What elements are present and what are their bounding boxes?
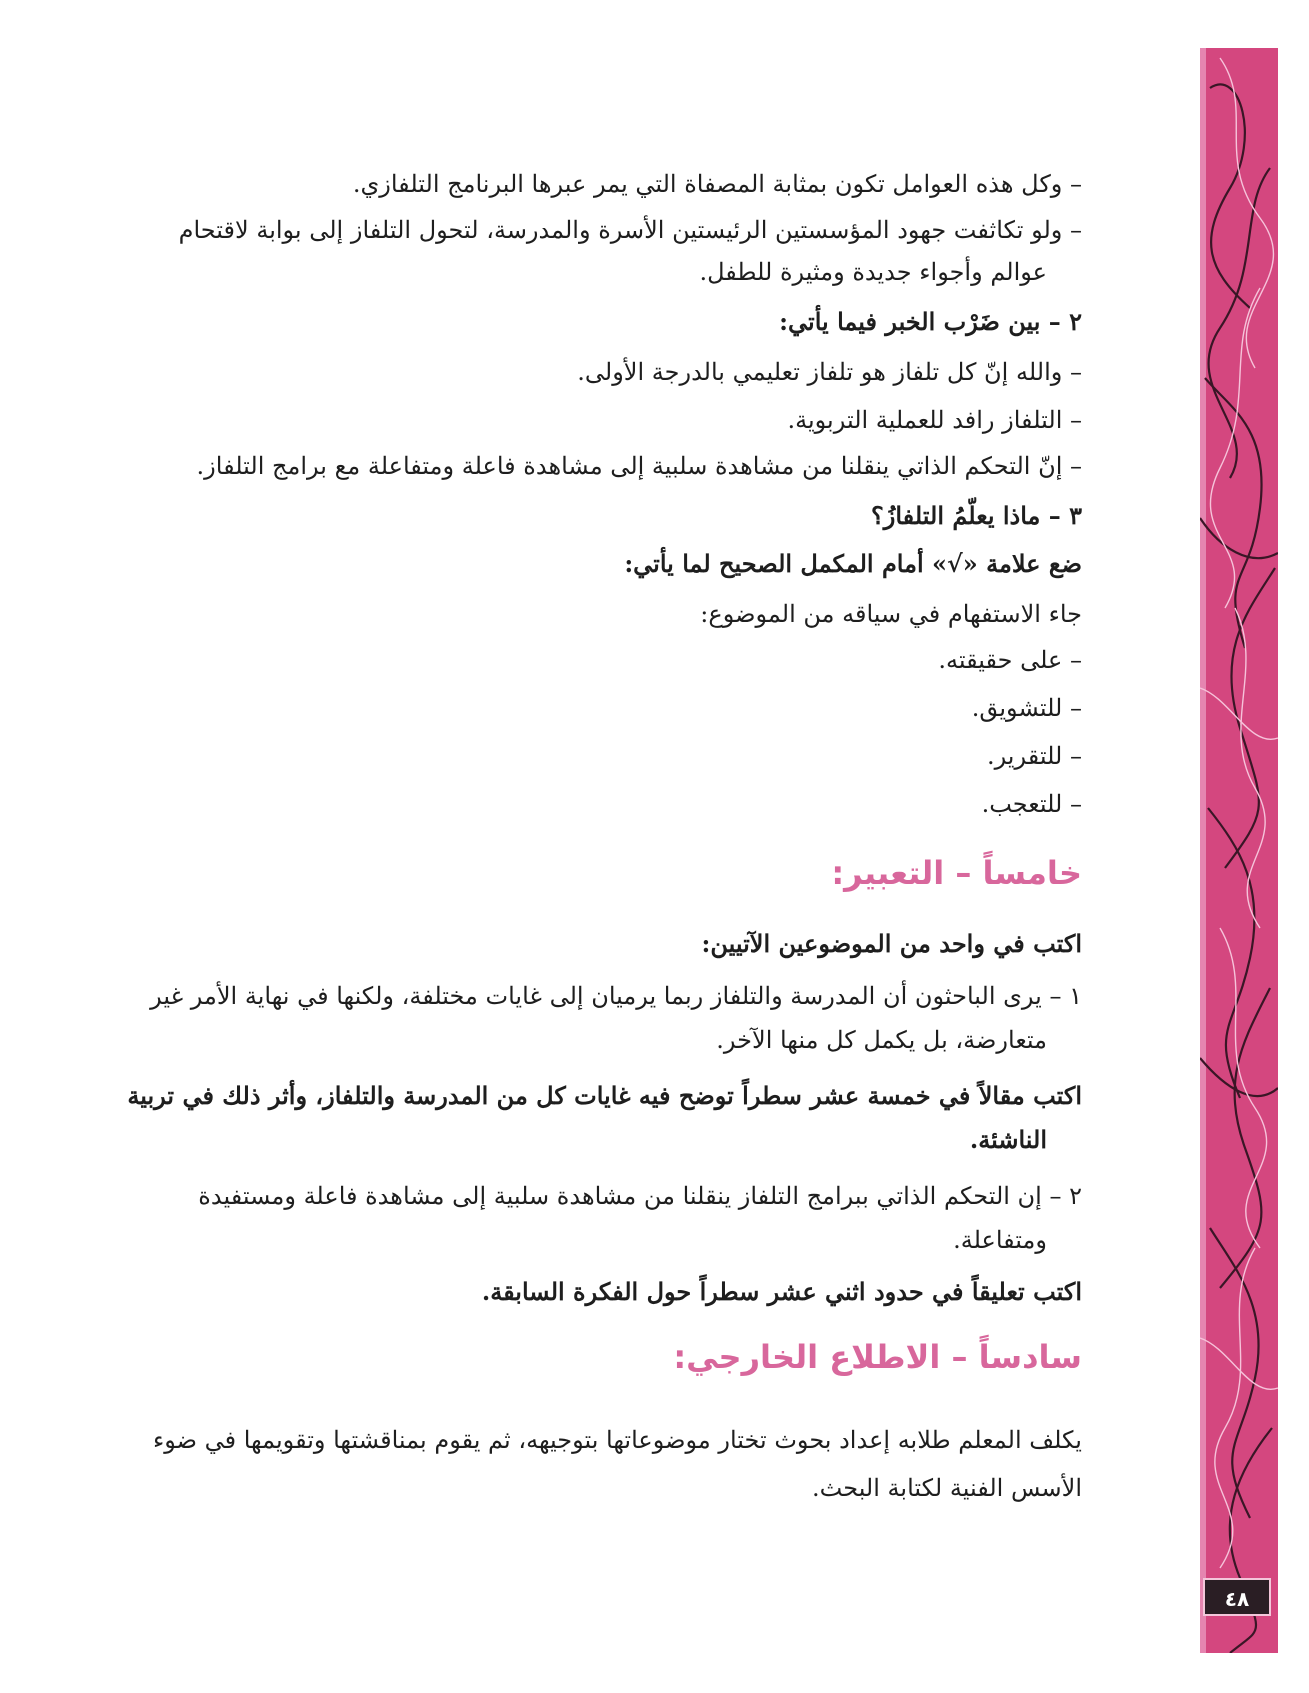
topic-line-continuation: متعارضة، بل يكمل كل منها الآخر. <box>716 1026 1047 1054</box>
answer-option: – للتشويق. <box>971 694 1082 722</box>
topic-line: ٢ – إن التحكم الذاتي ببرامج التلفاز ينقلنا من مشاهدة سلبية إلى مشاهدة فاعلة ومستفيدة <box>198 1182 1082 1210</box>
decorative-side-band <box>1200 48 1278 1653</box>
question-stem: جاء الاستفهام في سياقه من الموضوع: <box>700 600 1082 628</box>
question-heading: ٢ – بين ضَرْب الخبر فيما يأتي: <box>779 307 1082 336</box>
page-number: ٤٨ <box>1203 1578 1271 1616</box>
answer-option: – على حقيقته. <box>938 646 1082 674</box>
task-line: اكتب مقالاً في خمسة عشر سطراً توضح فيه غايات كل من المدرسة والتلفاز، وأثر ذلك في تربية <box>127 1081 1082 1110</box>
bullet-line-continuation: عوالم وأجواء جديدة ومثيرة للطفل. <box>699 258 1047 286</box>
answer-option: – للتقرير. <box>986 742 1082 770</box>
bullet-line: – إنّ التحكم الذاتي ينقلنا من مشاهدة سلبية إلى مشاهدة فاعلة ومتفاعلة مع برامج التلفاز. <box>196 452 1082 480</box>
answer-option: – للتعجب. <box>981 790 1082 818</box>
task-line: اكتب تعليقاً في حدود اثني عشر سطراً حول الفكرة السابقة. <box>481 1277 1082 1306</box>
bullet-line: – والله إنّ كل تلفاز هو تلفاز تعليمي بالدرجة الأولى. <box>577 358 1082 386</box>
paragraph-line: الأسس الفنية لكتابة البحث. <box>812 1474 1082 1502</box>
bullet-line: – ولو تكاثفت جهود المؤسستين الرئيستين الأسرة والمدرسة، لتحول التلفاز إلى بوابة لاقتحام <box>178 216 1082 244</box>
question-heading: ٣ – ماذا يعلّمُ التلفازُ؟ <box>871 501 1082 530</box>
band-pattern-graphic <box>1200 48 1278 1653</box>
bullet-line: – وكل هذه العوامل تكون بمثابة المصفاة التي يمر عبرها البرنامج التلفازي. <box>352 170 1082 198</box>
instruction-line: ضع علامة «√» أمام المكمل الصحيح لما يأتي: <box>624 549 1082 578</box>
topic-line-continuation: ومتفاعلة. <box>953 1226 1047 1254</box>
instruction-line: اكتب في واحد من الموضوعين الآتيين: <box>701 929 1082 958</box>
paragraph-line: يكلف المعلم طلابه إعداد بحوث تختار موضوعاتها بتوجيهه، ثم يقوم بمناقشتها وتقويمها في ضوء <box>152 1426 1082 1454</box>
bullet-line: – التلفاز رافد للعملية التربوية. <box>787 406 1082 434</box>
task-line-continuation: الناشئة. <box>969 1125 1047 1154</box>
topic-line: ١ – يرى الباحثون أن المدرسة والتلفاز ربما يرميان إلى غايات مختلفة، ولكنها في نهاية الأمر غير <box>150 982 1082 1010</box>
section-heading-expression: خامساً – التعبير: <box>831 854 1082 892</box>
section-heading-external-reading: سادساً – الاطلاع الخارجي: <box>673 1338 1082 1376</box>
